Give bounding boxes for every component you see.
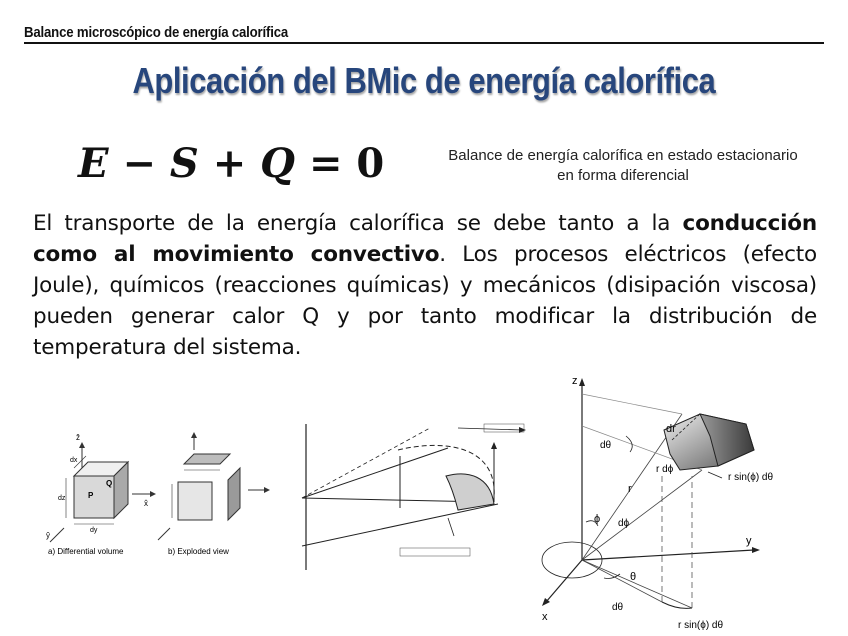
differential-cube-a (50, 442, 156, 542)
spherical-coordinates-figure (532, 366, 844, 636)
equation-q: Q (260, 140, 296, 187)
paragraph-part1: El transporte de la energía calorífica se debe tanto a la (33, 211, 683, 236)
slide-header (24, 26, 824, 44)
equation-plus: + (212, 140, 247, 187)
sph-label-dr: dr (666, 423, 676, 435)
caption-differential-volume: a) Differential volume (48, 547, 124, 556)
sph-label-theta: θ (630, 571, 637, 583)
sph-axis-x: x (542, 611, 548, 623)
axis-x-label: x̂ (144, 499, 148, 508)
energy-balance-equation (78, 140, 384, 187)
caption-exploded-view: b) Exploded view (168, 547, 229, 556)
cube-label-dy: dy (90, 527, 98, 534)
paragraph-part2: . Los procesos eléctricos (efecto Joule), químicos (reacciones químicas) y mecánicos (disipación viscosa) pueden generar calor Q y por tanto modificar la distribución de temperatura del sistema. (33, 242, 817, 360)
sph-label-r: r (628, 483, 632, 495)
equation-note: Balance de energía calorífica en estado estacionario en forma diferencial (448, 147, 798, 184)
body-paragraph (33, 208, 817, 363)
sph-label-phi: ϕ (594, 513, 601, 525)
cylindrical-element-figure (298, 418, 550, 576)
cube-label-dz: dz (58, 495, 66, 502)
slide-title-text: Aplicación del BMic de energía calorífica (132, 60, 716, 101)
axis-z-label: ẑ (76, 433, 80, 442)
header-text: Balance microscópico de energía calorífica (24, 24, 289, 41)
sph-label-rsin-bottom: r sin(ϕ) dθ (678, 620, 724, 631)
exploded-view (158, 432, 270, 540)
sph-label-dtheta-top: dθ (600, 440, 612, 451)
sph-label-rdphi: r dϕ (656, 464, 674, 475)
cube-label-q: Q (106, 479, 113, 488)
equation-e: E (78, 140, 109, 187)
sph-label-rsin-top: r sin(ϕ) dθ (728, 472, 774, 483)
equation-zero: 0 (356, 140, 385, 187)
paragraph-bold: conducción como al movimiento convectivo (33, 211, 817, 267)
equation-s: S (169, 140, 199, 187)
sph-axis-z: z (572, 375, 578, 387)
axis-y-label: ŷ (46, 531, 50, 540)
differential-volume-figure (44, 428, 284, 558)
sph-label-dphi: dϕ (618, 518, 630, 529)
equation-equals: = (308, 140, 343, 187)
cube-label-p: P (88, 491, 94, 500)
equation-minus: − (122, 140, 156, 187)
sph-axis-y: y (746, 535, 752, 547)
cube-label-dx: dx (70, 457, 78, 464)
sph-label-dtheta-bottom: dθ (612, 602, 624, 613)
slide-title (0, 60, 848, 102)
